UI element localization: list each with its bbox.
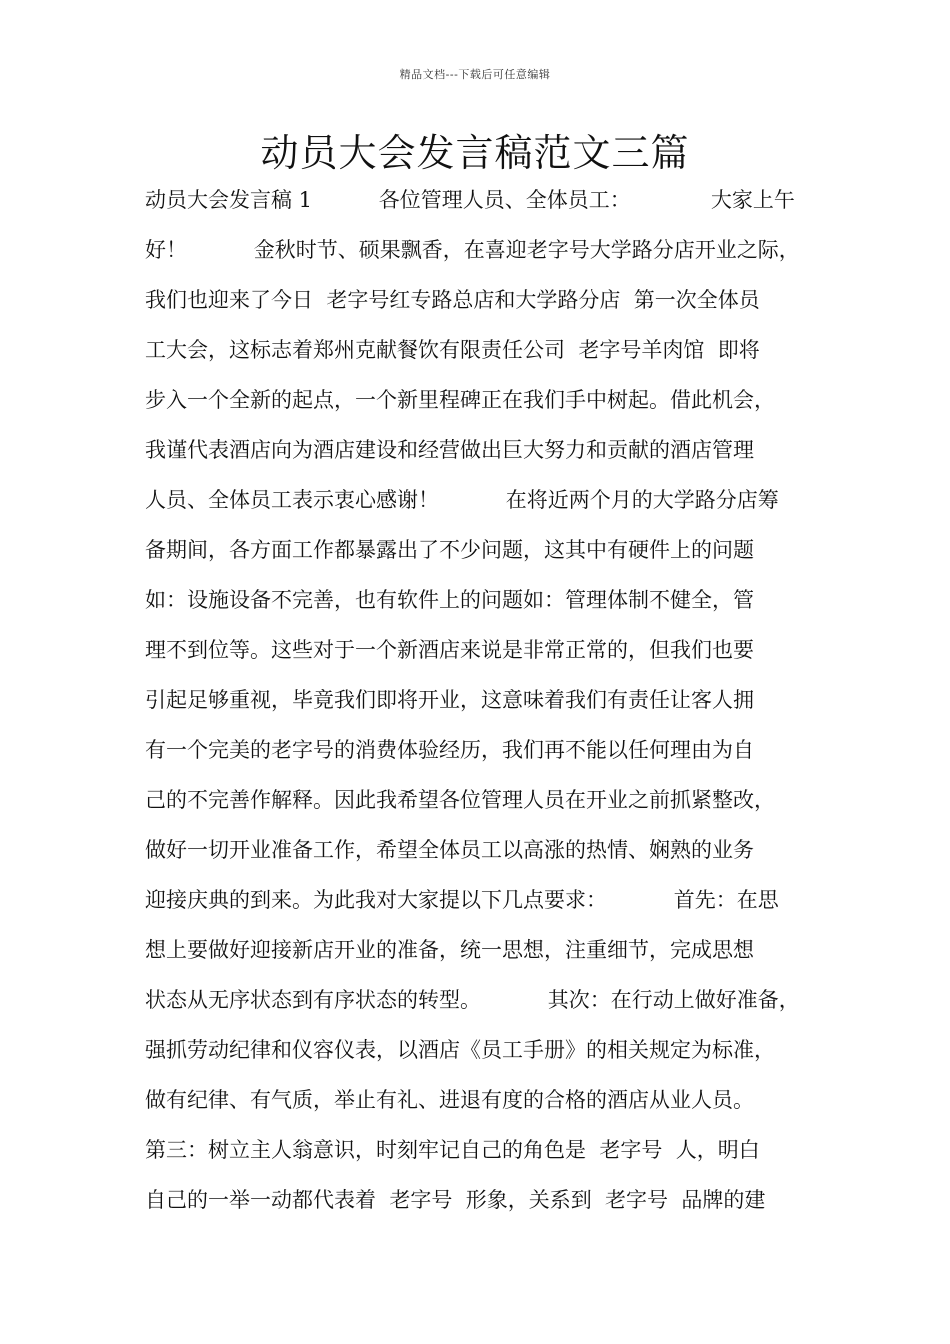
- body-line: 第三：树立主人翁意识，时刻牢记自己的角色是 老字号 人，明白: [145, 1138, 760, 1162]
- body-line: 己的不完善作解释。因此我希望各位管理人员在开业之前抓紧整改，: [145, 788, 775, 812]
- body-line: 我谨代表酒店向为酒店建设和经营做出巨大努力和贡献的酒店管理: [145, 438, 754, 462]
- body-line: 迎接庆典的到来。为此我对大家提以下几点要求： 首先：在思: [145, 888, 779, 912]
- body-line: 工大会，这标志着郑州克献餐饮有限责任公司 老字号羊肉馆 即将: [145, 338, 760, 362]
- body-line: 动员大会发言稿 1 各位管理人员、全体员工： 大家上午: [145, 188, 795, 212]
- body-line: 状态从无序状态到有序状态的转型。 其次：在行动上做好准备，: [145, 988, 800, 1012]
- body-line: 我们也迎来了今日 老字号红专路总店和大学路分店 第一次全体员: [145, 288, 760, 312]
- header-note: 精品文档---下载后可任意编辑: [399, 68, 551, 81]
- body-line: 人员、全体员工表示衷心感谢！ 在将近两个月的大学路分店筹: [145, 488, 779, 512]
- document-title: 动员大会发言稿范文三篇: [260, 131, 690, 175]
- body-line: 备期间，各方面工作都暴露出了不少问题，这其中有硬件上的问题: [145, 538, 754, 562]
- body-line: 步入一个全新的起点，一个新里程碑正在我们手中树起。借此机会，: [145, 388, 775, 412]
- body-line: 如：设施设备不完善，也有软件上的问题如：管理体制不健全，管: [145, 588, 754, 612]
- body-line: 好！ 金秋时节、硕果飘香，在喜迎老字号大学路分店开业之际，: [145, 238, 800, 262]
- body-text: [145, 180, 825, 1230]
- body-line: 理不到位等。这些对于一个新酒店来说是非常正常的，但我们也要: [145, 638, 754, 662]
- body-line: 想上要做好迎接新店开业的准备，统一思想，注重细节，完成思想: [145, 938, 754, 962]
- body-line: 有一个完美的老字号的消费体验经历，我们再不能以任何理由为自: [145, 738, 754, 762]
- body-line: 强抓劳动纪律和仪容仪表，以酒店《员工手册》的相关规定为标准，: [145, 1038, 775, 1062]
- body-line: 引起足够重视，毕竟我们即将开业，这意味着我们有责任让客人拥: [145, 688, 754, 712]
- body-line: 做有纪律、有气质，举止有礼、进退有度的合格的酒店从业人员。: [145, 1088, 754, 1112]
- body-line: 做好一切开业准备工作，希望全体员工以高涨的热情、娴熟的业务: [145, 838, 754, 862]
- body-line: 自己的一举一动都代表着 老字号 形象，关系到 老字号 品牌的建: [145, 1188, 766, 1212]
